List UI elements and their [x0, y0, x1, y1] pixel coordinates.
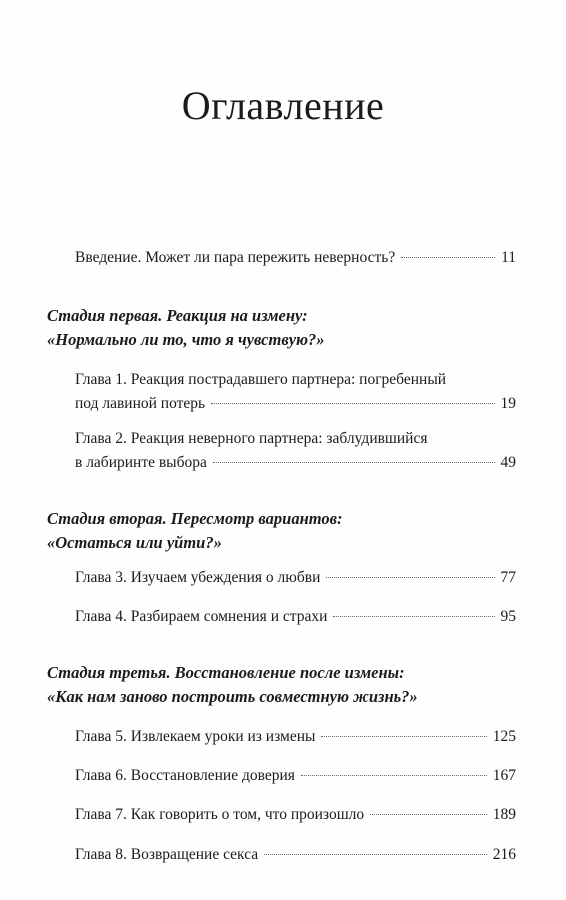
toc-page-number: 189 [492, 806, 516, 823]
stage-heading-2[interactable] [47, 507, 527, 555]
toc-page-number: 77 [500, 569, 516, 586]
toc-entry-label: Глава 5. Извлекаем уроки из измены [75, 728, 316, 745]
toc-entry-label: под лавиной потерь [75, 395, 206, 412]
stage-heading-3[interactable] [47, 661, 527, 709]
toc-entry-chapter-6[interactable] [75, 764, 516, 788]
dot-leader [211, 403, 494, 404]
toc-entry-chapter-3[interactable] [75, 566, 516, 590]
stage-heading-line: Стадия первая. Реакция на измену: [47, 306, 308, 325]
toc-entry-chapter-2[interactable] [75, 427, 516, 475]
dot-leader [213, 462, 495, 463]
dot-leader [401, 257, 495, 258]
dot-leader [326, 577, 494, 578]
toc-entry-label: Глава 6. Восстановление доверия [75, 767, 295, 784]
toc-entry-label: Глава 3. Изучаем убеждения о любви [75, 569, 321, 586]
stage-heading-line: Стадия третья. Восстановление после измены: [47, 663, 405, 682]
toc-entry-chapter-8[interactable] [75, 843, 516, 867]
toc-page-number: 125 [492, 728, 516, 745]
toc-page-number: 216 [492, 846, 516, 863]
toc-page-number: 167 [492, 767, 516, 784]
stage-heading-line: «Остаться или уйти?» [47, 533, 222, 552]
dot-leader [301, 775, 487, 776]
stage-heading-1[interactable] [47, 304, 527, 352]
dot-leader [264, 854, 487, 855]
toc-entry-label: Глава 1. Реакция пострадавшего партнера: погребенный [75, 371, 447, 388]
stage-heading-line: «Как нам заново построить совместную жизнь?» [47, 687, 418, 706]
stage-heading-line: Стадия вторая. Пересмотр вариантов: [47, 509, 343, 528]
dot-leader [321, 736, 486, 737]
toc-entry-label: Глава 7. Как говорить о том, что произошло [75, 806, 365, 823]
toc-entry-label: Введение. Может ли пара пережить неверность? [75, 249, 396, 266]
toc-entry-label: Глава 8. Возвращение секса [75, 846, 259, 863]
toc-entry-label: Глава 4. Разбираем сомнения и страхи [75, 608, 328, 625]
toc-entry-intro[interactable] [75, 246, 516, 270]
toc-page-number: 19 [500, 395, 516, 412]
toc-entry-label: Глава 2. Реакция неверного партнера: заблудившийся [75, 430, 428, 447]
toc-page-number: 11 [501, 249, 516, 266]
toc-entry-chapter-5[interactable] [75, 725, 516, 749]
toc-entry-label: в лабиринте выбора [75, 454, 207, 471]
toc-page-number: 95 [500, 608, 516, 625]
toc-page-number: 49 [500, 454, 516, 471]
toc-entry-chapter-4[interactable] [75, 605, 516, 629]
stage-heading-line: «Нормально ли то, что я чувствую?» [47, 330, 325, 349]
dot-leader [333, 616, 494, 617]
toc-entry-chapter-7[interactable] [75, 803, 516, 827]
page-title: Оглавление [181, 83, 385, 128]
toc-entry-chapter-1[interactable] [75, 368, 516, 416]
dot-leader [370, 814, 487, 815]
